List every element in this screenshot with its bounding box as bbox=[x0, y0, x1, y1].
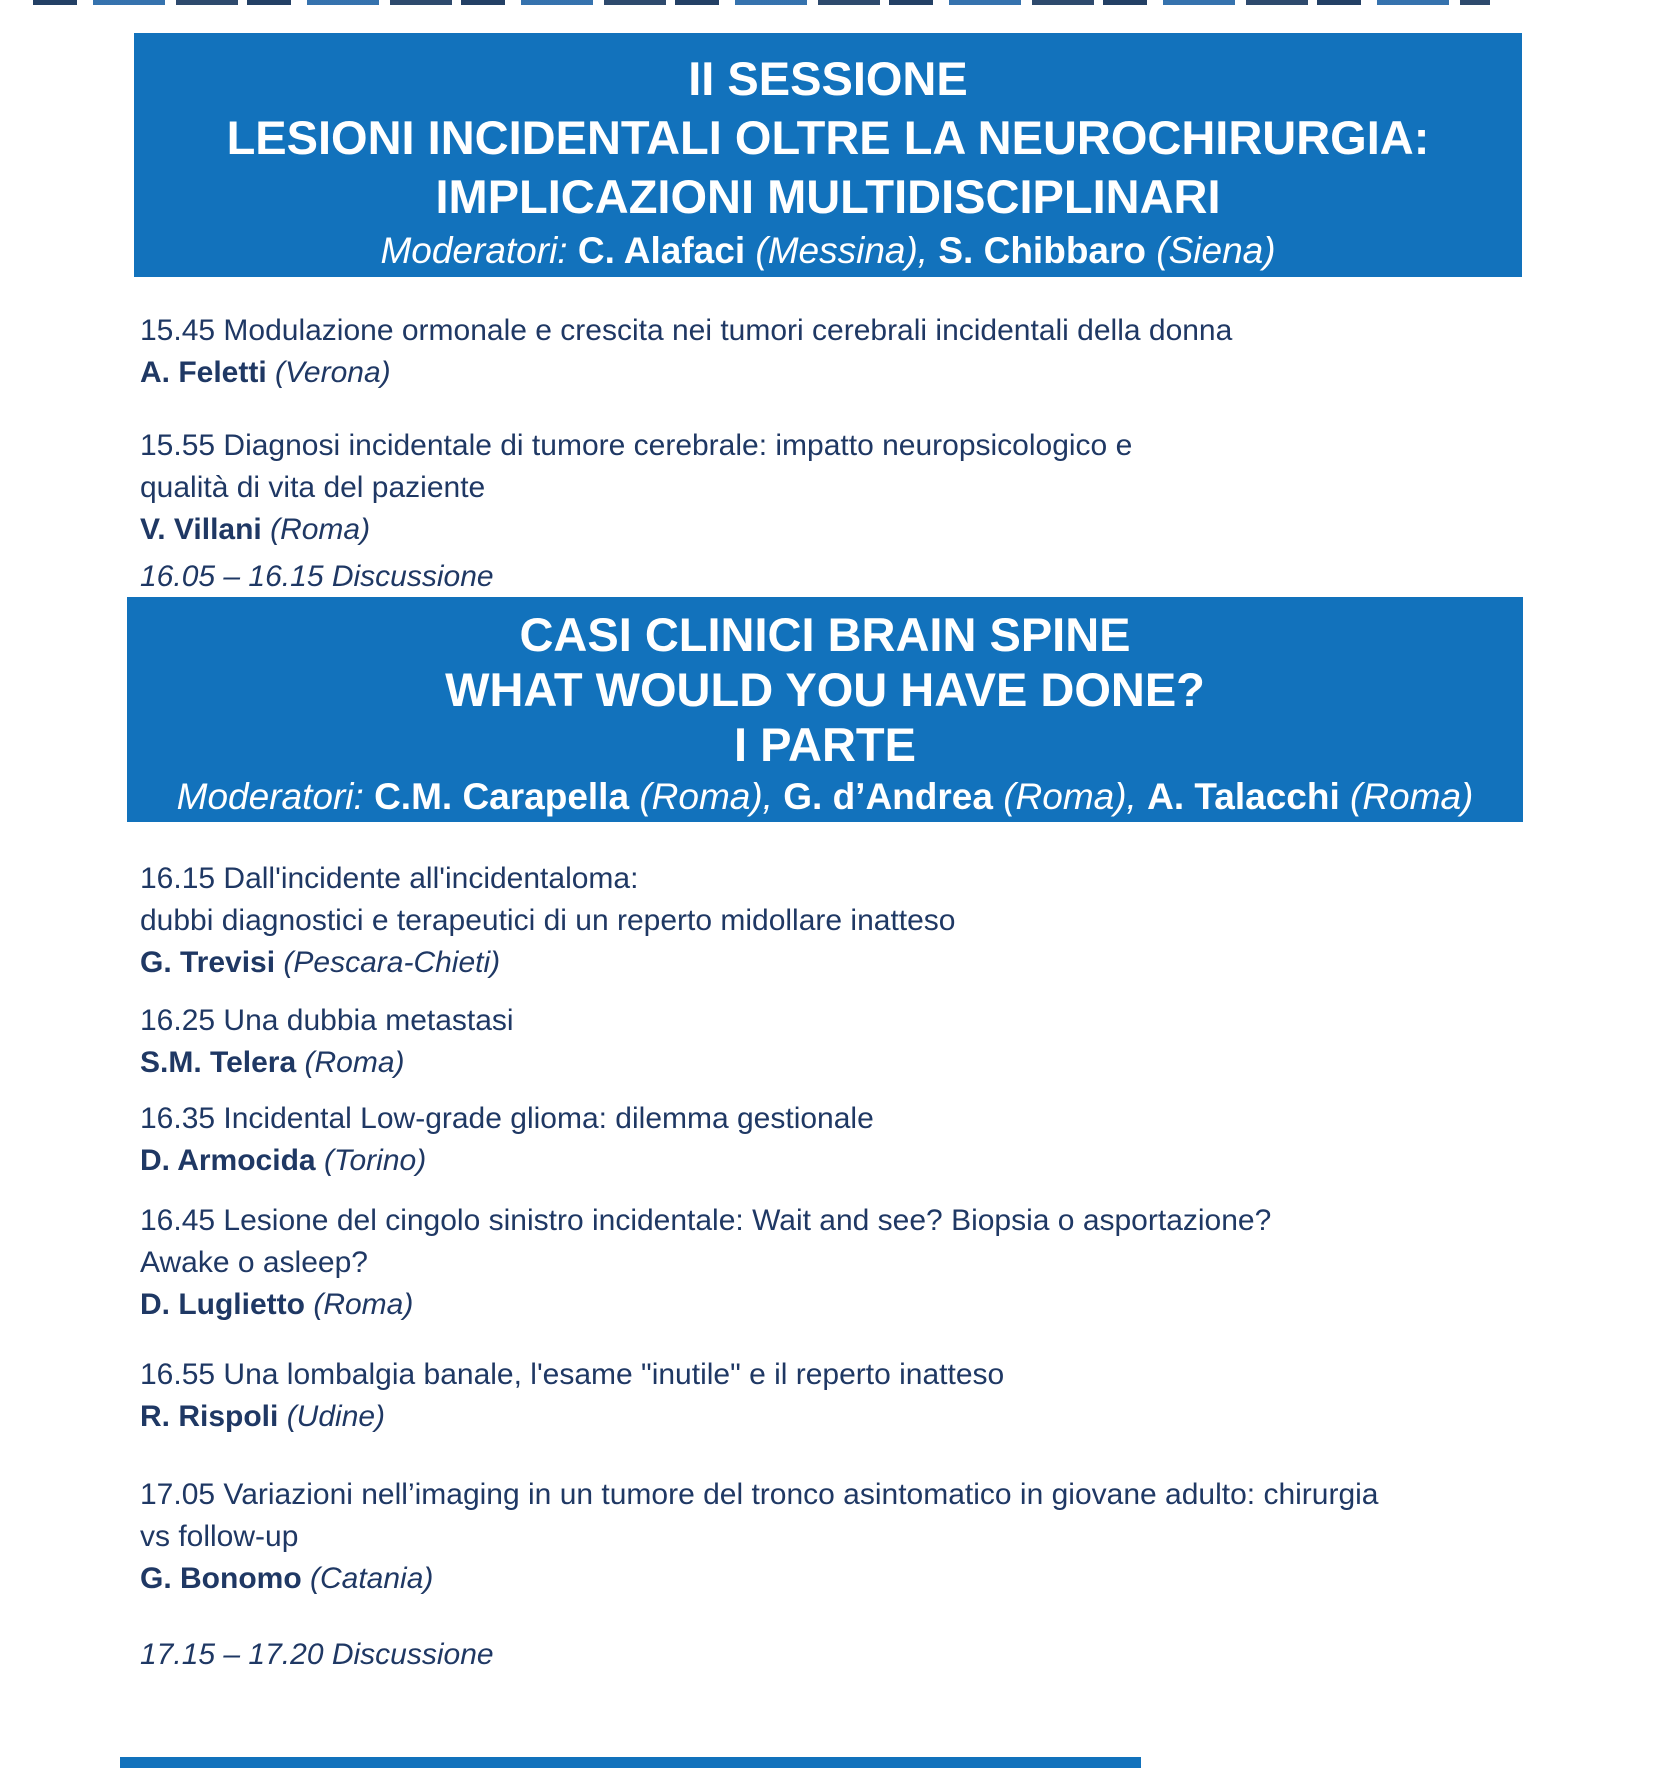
talk-item bbox=[140, 310, 1232, 394]
speaker-city: (Udine) bbox=[286, 1400, 386, 1433]
talk-item bbox=[140, 1474, 1379, 1600]
talk-title-line: 16.25 Una dubbia metastasi bbox=[140, 1004, 514, 1037]
moderator-city: (Messina), bbox=[755, 230, 929, 271]
moderator-name: A. Talacchi bbox=[1147, 776, 1340, 817]
speaker-name: V. Villani bbox=[140, 513, 262, 546]
talk-item bbox=[140, 1000, 514, 1084]
moderator-city: (Roma), bbox=[1003, 776, 1137, 817]
casi-title-line-3: I PARTE bbox=[734, 718, 916, 771]
talk-speaker-line bbox=[140, 509, 1132, 551]
casi-moderators-line bbox=[127, 772, 1523, 822]
talk-title-line: qualità di vita del paziente bbox=[140, 471, 486, 504]
moderators-label: Moderatori: bbox=[176, 776, 364, 817]
speaker-city: (Roma) bbox=[270, 513, 371, 546]
talk-title-line: 16.15 Dall'incidente all'incidentaloma: bbox=[140, 862, 639, 895]
speaker-name: D. Armocida bbox=[140, 1144, 316, 1177]
talk-speaker-line bbox=[140, 1558, 1379, 1600]
moderator-city: (Roma) bbox=[1350, 776, 1474, 817]
speaker-city: (Pescara-Chieti) bbox=[283, 946, 501, 979]
casi-title-line-2: WHAT WOULD YOU HAVE DONE? bbox=[445, 663, 1205, 716]
talk-title-line: 16.45 Lesione del cingolo sinistro incidentale: Wait and see? Biopsia o asportazione? bbox=[140, 1204, 1272, 1237]
talk-item bbox=[140, 858, 956, 984]
talk-speaker-line bbox=[140, 352, 1232, 394]
talk-title-line: 15.45 Modulazione ormonale e crescita nei tumori cerebrali incidentali della donna bbox=[140, 314, 1233, 347]
speaker-name: G. Trevisi bbox=[140, 946, 276, 979]
session-title-line-2: LESIONI INCIDENTALI OLTRE LA NEUROCHIRURGIA: bbox=[226, 111, 1430, 164]
moderator-name: C.M. Carapella bbox=[374, 776, 630, 817]
talk-item bbox=[140, 1098, 874, 1182]
speaker-name: R. Rispoli bbox=[140, 1400, 279, 1433]
talk-title-line: Awake o asleep? bbox=[140, 1246, 368, 1279]
session-moderators-line bbox=[134, 226, 1522, 276]
speaker-name: A. Feletti bbox=[140, 356, 267, 389]
moderator-city: (Siena) bbox=[1156, 230, 1276, 271]
talk-speaker-line bbox=[140, 1042, 514, 1084]
speaker-name: G. Bonomo bbox=[140, 1562, 302, 1595]
speaker-city: (Verona) bbox=[275, 356, 391, 389]
discussion-line: 17.15 – 17.20 Discussione bbox=[140, 1638, 494, 1671]
speaker-name: S.M. Telera bbox=[140, 1046, 297, 1079]
casi-clinici-banner bbox=[127, 597, 1523, 822]
talk-item bbox=[140, 1200, 1271, 1326]
speaker-city: (Roma) bbox=[313, 1288, 414, 1321]
talk-title-line: 17.05 Variazioni nell’imaging in un tumore del tronco asintomatico in giovane adulto: chirurgia bbox=[140, 1478, 1379, 1511]
talk-title-line: dubbi diagnostici e terapeutici di un reperto midollare inatteso bbox=[140, 904, 956, 937]
moderators-label: Moderatori: bbox=[380, 230, 568, 271]
speaker-city: (Torino) bbox=[323, 1144, 427, 1177]
speaker-city: (Roma) bbox=[304, 1046, 405, 1079]
talk-item bbox=[140, 1354, 1004, 1438]
moderator-name: S. Chibbaro bbox=[938, 230, 1146, 271]
cropped-text-sliver-top bbox=[33, 0, 1490, 5]
speaker-name: D. Luglietto bbox=[140, 1288, 305, 1321]
moderator-name: G. d’Andrea bbox=[783, 776, 993, 817]
talk-speaker-line bbox=[140, 942, 956, 984]
moderator-city: (Roma), bbox=[639, 776, 773, 817]
session-banner bbox=[134, 33, 1522, 277]
speaker-city: (Catania) bbox=[310, 1562, 434, 1595]
cropped-banner-sliver-bottom bbox=[120, 1757, 1141, 1768]
talk-speaker-line bbox=[140, 1140, 874, 1182]
talk-item bbox=[140, 425, 1132, 551]
talk-title-line: 16.35 Incidental Low-grade glioma: dilemma gestionale bbox=[140, 1102, 874, 1135]
talk-speaker-line bbox=[140, 1396, 1004, 1438]
talk-title-line: 16.55 Una lombalgia banale, l'esame "inutile" e il reperto inatteso bbox=[140, 1358, 1005, 1391]
moderator-name: C. Alafaci bbox=[577, 230, 746, 271]
talk-title-line: vs follow-up bbox=[140, 1520, 299, 1553]
casi-title-line-1: CASI CLINICI BRAIN SPINE bbox=[519, 608, 1131, 661]
talk-title-line: 15.55 Diagnosi incidentale di tumore cerebrale: impatto neuropsicologico e bbox=[140, 429, 1133, 462]
talk-speaker-line bbox=[140, 1284, 1271, 1326]
session-title-line-1: II SESSIONE bbox=[688, 52, 968, 105]
session-title-line-3: IMPLICAZIONI MULTIDISCIPLINARI bbox=[435, 170, 1221, 223]
discussion-line: 16.05 – 16.15 Discussione bbox=[140, 560, 494, 593]
